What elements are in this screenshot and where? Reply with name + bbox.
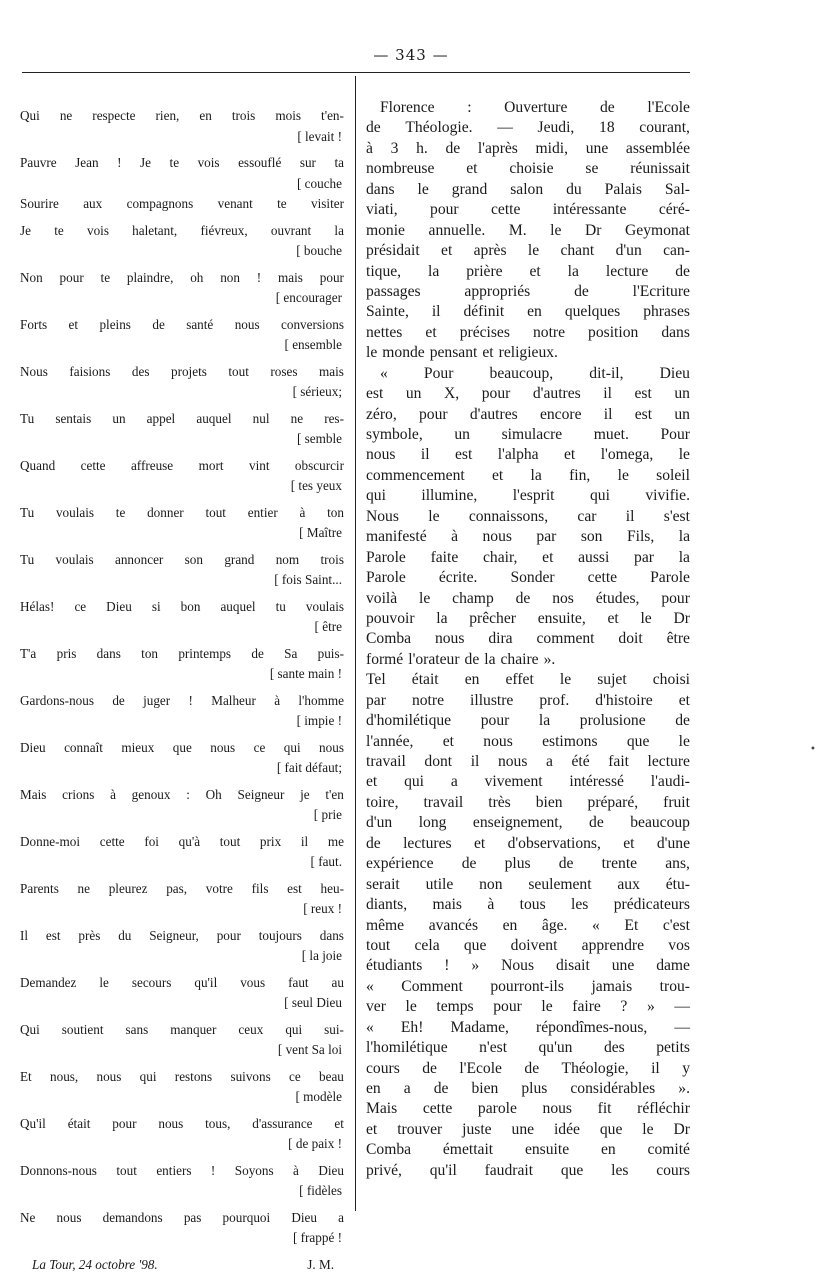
article-line: « Eh! Madame, répondîmes-nous, — <box>366 1018 690 1036</box>
poem-line-continuation: [ fidèles <box>299 1183 342 1198</box>
article-line: zéro, pour d'autres encore il est un <box>366 405 690 423</box>
poem-line-continuation: [ faut. <box>310 854 342 869</box>
article-line: par notre illustre prof. d'histoire et <box>366 691 690 709</box>
article-line: le monde pensant et religieux. <box>366 344 558 362</box>
article-line: étudiants ! » Nous disait une dame <box>366 957 690 975</box>
poem-line: Il est près du Seigneur, pour toujours dans <box>20 927 344 943</box>
poem-line-continuation: [ fois Saint... <box>274 572 342 587</box>
poem-line: Parents ne pleurez pas, votre fils est heu- <box>20 880 344 896</box>
article-line: d'un long enseignement, de beaucoup <box>366 814 690 832</box>
poem-line: Je te vois haletant, fiévreux, ouvrant la <box>20 222 344 238</box>
poem-line-continuation: [ fait défaut; <box>276 760 342 775</box>
article-line: ver le temps pour le faire ? » — <box>366 998 690 1016</box>
article-line: Comba émettait ensuite en comité <box>366 1141 690 1159</box>
poem-line: Ne nous demandons pas pourquoi Dieu a <box>20 1209 344 1225</box>
article-line: et trouver juste une idée que le Dr <box>366 1120 690 1138</box>
article-line: en a de bien plus considérables ». <box>366 1080 690 1097</box>
article-line: voilà le champ de nos études, pour <box>366 589 690 607</box>
poem-line: Sourire aux compagnons venant te visiter <box>20 196 344 211</box>
poem-line-continuation: [ modèle <box>295 1089 342 1104</box>
poem-line: Nous faisions des projets tout roses mais <box>20 363 344 379</box>
poem-signoff <box>20 1255 344 1277</box>
article-line: à 3 h. de l'après midi, une assemblée <box>366 139 690 157</box>
poem-line: T'a pris dans ton printemps de Sa puis- <box>20 645 344 661</box>
poem-line: Non pour te plaindre, oh non ! mais pour <box>20 269 344 285</box>
article-line: serait utile non seulement aux étu- <box>366 875 690 893</box>
poem-line-continuation: [ bouche <box>296 243 342 258</box>
article-line: dans le grand salon du Palais Sal- <box>366 180 690 198</box>
article-line: Parole faite chair, et aussi par la <box>366 548 690 566</box>
poem-line-continuation: [ couche <box>296 175 342 191</box>
poem-line: Pauvre Jean ! Je te vois essouflé sur ta <box>20 155 344 170</box>
header-rule <box>22 72 690 73</box>
poem-line: Gardons-nous de juger ! Malheur à l'homme <box>20 692 344 708</box>
article-line: commencement et la fin, le soleil <box>366 466 690 484</box>
poem-line: Tu voulais te donner tout entier à ton <box>20 504 344 520</box>
article-line: monie annuelle. M. le Dr Geymonat <box>366 221 690 239</box>
poem-line-continuation: [ Maître <box>299 525 342 540</box>
article-line: formé l'orateur de la chaire ». <box>366 650 556 668</box>
article-line: de Théologie. — Jeudi, 18 courant, <box>366 119 690 137</box>
article-line: privé, qu'il faudrait que les cours <box>366 1161 690 1179</box>
article-line: même avancés en âge. « Et c'est <box>366 916 690 934</box>
margin-dot: • <box>810 744 816 755</box>
article-line: présidait et après le chant d'un can- <box>366 242 690 260</box>
poem-line-continuation: [ levait ! <box>297 128 342 144</box>
poem-line: Qu'il était pour nous tous, d'assurance et <box>20 1115 344 1131</box>
article-line: nettes et précises notre position dans <box>366 323 690 341</box>
poem-line-continuation: [ reux ! <box>303 901 342 916</box>
article-line: expérience de plus de trente ans, <box>366 855 690 873</box>
article-line: de lectures et d'observations, et d'une <box>366 834 690 852</box>
article-line: Nous le connaissons, car il s'est <box>366 507 690 525</box>
page-number: — 343 — <box>373 46 449 64</box>
poem-line-continuation: [ frappé ! <box>292 1230 342 1245</box>
article-line: Parole écrite. Sonder cette Parole <box>366 569 690 587</box>
article-line: nombreuse et choisie se réunissait <box>366 160 690 178</box>
article-line: toire, travail très bien préparé, fruit <box>366 793 690 811</box>
article-line: diants, mais à tous les prédicateurs <box>366 896 690 914</box>
poem-line: Dieu connaît mieux que nous ce qui nous <box>20 739 344 755</box>
poem-line-continuation: [ vent Sa loi <box>277 1042 342 1057</box>
article-line: pouvoir la prêcher ensuite, et le Dr <box>366 609 690 627</box>
article-line: d'homilétique pour la prolusione de <box>366 712 690 730</box>
article-line: symbole, un simulacre muet. Pour <box>366 426 690 443</box>
poem-line-continuation: [ sante main ! <box>269 666 342 681</box>
article-line: Comba nous dira comment doit être <box>366 630 690 648</box>
poem-line: Forts et pleins de santé nous conversions <box>20 316 344 332</box>
poem-line: Donne-moi cette foi qu'à tout prix il me <box>20 833 344 849</box>
article-line: « Pour beaucoup, dit-il, Dieu <box>380 364 690 382</box>
poem-line: Hélas! ce Dieu si bon auquel tu voulais <box>20 598 344 614</box>
poem-place-date: La Tour, 24 octobre '98. <box>32 1256 158 1272</box>
article-line: manifesté à nous par son Fils, la <box>366 528 690 546</box>
column-divider <box>355 76 356 1211</box>
article-line: viati, pour cette intéressante céré- <box>366 201 690 219</box>
article-line: Florence : Ouverture de l'Ecole <box>380 99 690 116</box>
poem-line: Mais crions à genoux : Oh Seigneur je t'en <box>20 786 344 802</box>
article-line: Sainte, il définit en quelques phrases <box>366 303 690 321</box>
article-line: travail dont il nous a été fait lecture <box>366 753 690 770</box>
article-line: tique, la prière et la lecture de <box>366 262 690 280</box>
article-line: et qui a vivement intéressé l'audi- <box>366 773 690 791</box>
article-column <box>366 98 690 1181</box>
article-body <box>366 98 690 1181</box>
poem-line-continuation: [ sérieux; <box>292 384 342 399</box>
article-line: cours de l'Ecole de Théologie, il y <box>366 1059 690 1077</box>
poem-line-continuation: [ tes yeux <box>290 478 342 493</box>
article-line: l'année, et nous estimons que le <box>366 732 690 750</box>
article-line: tout cela que doivent apprendre vos <box>366 936 690 954</box>
poem-line-continuation: [ encourager <box>275 290 342 305</box>
poem-line: Tu sentais un appel auquel nul ne res- <box>20 410 344 426</box>
article-line: l'homilétique n'est qu'un des petits <box>366 1039 690 1057</box>
poem-line-continuation: [ de paix ! <box>288 1136 342 1151</box>
poem-line-continuation: [ prie <box>313 807 342 822</box>
poem-initials: J. M. <box>307 1256 334 1272</box>
article-line: qui illumine, l'esprit qui vivifie. <box>366 487 690 505</box>
article-line: Tel était en effet le sujet choisi <box>366 671 690 689</box>
poem-line: Demandez le secours qu'il vous faut au <box>20 974 344 990</box>
poem-line-continuation: [ être <box>314 619 342 634</box>
article-line: passages appropriés de l'Ecriture <box>366 282 690 300</box>
article-line: Mais cette parole nous fit réfléchir <box>366 1100 690 1118</box>
poem-line-continuation: [ semble <box>296 431 342 446</box>
poem-line: Qui ne respecte rien, en trois mois t'en- <box>20 108 344 123</box>
poem-body <box>20 106 344 1249</box>
poem-line-continuation: [ la joie <box>301 948 342 963</box>
article-line: est un X, pour d'autres il est un <box>366 385 690 403</box>
poem-column <box>20 98 344 1277</box>
article-line: « Comment pourront-ils jamais trou- <box>366 977 690 995</box>
poem-line-continuation: [ seul Dieu <box>284 995 342 1010</box>
article-line: nous il est l'alpha et l'omega, le <box>366 446 690 464</box>
poem-line-continuation: [ impie ! <box>296 713 342 728</box>
poem-line: Qui soutient sans manquer ceux qui sui- <box>20 1021 344 1037</box>
poem-line: Donnons-nous tout entiers ! Soyons à Dieu <box>20 1162 344 1178</box>
poem-line: Quand cette affreuse mort vint obscurcir <box>20 457 344 473</box>
poem-line-continuation: [ ensemble <box>284 337 342 352</box>
poem-line: Et nous, nous qui restons suivons ce beau <box>20 1068 344 1084</box>
poem-line: Tu voulais annoncer son grand nom trois <box>20 551 344 567</box>
